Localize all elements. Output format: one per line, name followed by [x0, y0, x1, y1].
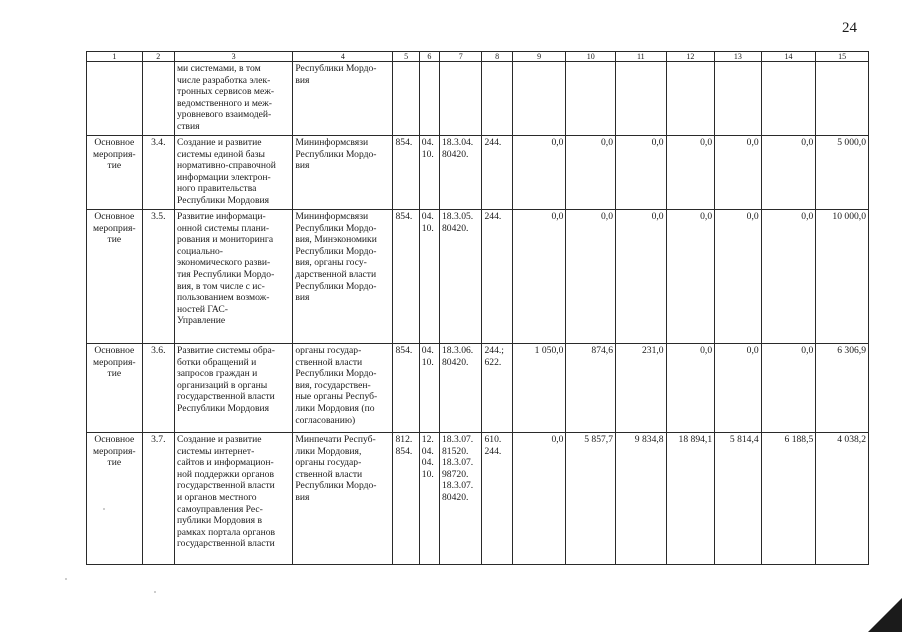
code-cell: 854.: [393, 136, 419, 210]
responsible-cell: органы государ- ственной власти Республики Мордо- вия, государствен- ные органы Респуб- лики Мордовия (по согласованию): [293, 344, 393, 433]
code-cell: 18.3.06. 80420.: [440, 344, 482, 433]
code-cell: 04. 10.: [419, 344, 439, 433]
description-cell: Развитие информаци- онной системы плани- рования и мониторинга социально- экономического разви- тия Республики Мордо- вия, в том числе с ис- пользованием возмож- ностей ГАС- Управление: [174, 210, 292, 344]
scan-speck: [65, 578, 67, 580]
table-row: [87, 344, 869, 433]
number-cell: 3.4.: [142, 136, 174, 210]
responsible-cell: Минпечати Респуб- лики Мордовия, органы государ- ственной власти Республики Мордо- вия: [293, 433, 393, 565]
code-cell: 18.3.04. 80420.: [440, 136, 482, 210]
code-cell: [393, 62, 419, 136]
header-cell: 3: [174, 52, 292, 62]
value-cell: 18 894,1: [666, 433, 715, 565]
value-cell: 0,0: [715, 344, 762, 433]
value-cell: [666, 62, 715, 136]
value-cell: 9 834,8: [616, 433, 667, 565]
header-cell: 6: [419, 52, 439, 62]
header-row: [87, 52, 869, 62]
code-cell: 12. 04. 04. 10.: [419, 433, 439, 565]
table-row: [87, 433, 869, 565]
value-cell: 1 050,0: [512, 344, 566, 433]
code-cell: 244.; 622.: [482, 344, 512, 433]
code-cell: 244.: [482, 210, 512, 344]
header-cell: 12: [666, 52, 715, 62]
value-cell: [816, 62, 869, 136]
header-cell: 15: [816, 52, 869, 62]
category-cell: Основное мероприя- тие: [87, 136, 143, 210]
value-cell: 0,0: [761, 344, 816, 433]
header-cell: 2: [142, 52, 174, 62]
header-cell: 11: [616, 52, 667, 62]
responsible-cell: Мининформсвязи Республики Мордо- вия, Минэкономики Республики Мордо- вия, органы госу- дарственной власти Республики Мордо- вия: [293, 210, 393, 344]
value-cell: 0,0: [666, 210, 715, 344]
header-cell: 1: [87, 52, 143, 62]
page-number: 24: [842, 20, 857, 36]
value-cell: 0,0: [512, 433, 566, 565]
code-cell: [482, 62, 512, 136]
value-cell: 10 000,0: [816, 210, 869, 344]
value-cell: 0,0: [761, 136, 816, 210]
value-cell: 231,0: [616, 344, 667, 433]
code-cell: 18.3.05. 80420.: [440, 210, 482, 344]
value-cell: [512, 62, 566, 136]
budget-table: [86, 51, 869, 565]
header-cell: 4: [293, 52, 393, 62]
header-cell: 9: [512, 52, 566, 62]
code-cell: 04. 10.: [419, 210, 439, 344]
value-cell: [616, 62, 667, 136]
number-cell: [142, 62, 174, 136]
code-cell: 610. 244.: [482, 433, 512, 565]
value-cell: 0,0: [512, 210, 566, 344]
value-cell: 0,0: [666, 344, 715, 433]
table-row: [87, 210, 869, 344]
header-cell: 14: [761, 52, 816, 62]
description-cell: Развитие системы обра- ботки обращений и запросов граждан и организаций в органы государственной власти Республики Мордовия: [174, 344, 292, 433]
value-cell: 0,0: [666, 136, 715, 210]
value-cell: 4 038,2: [816, 433, 869, 565]
code-cell: [419, 62, 439, 136]
value-cell: 874,6: [566, 344, 616, 433]
scan-speck: [103, 508, 105, 510]
value-cell: [715, 62, 762, 136]
value-cell: [566, 62, 616, 136]
value-cell: 6 188,5: [761, 433, 816, 565]
description-cell: Создание и развитие системы интернет- сайтов и информацион- ной поддержки органов государственной власти и органов местного самоуправления Рес- публики Мордовия в рамках портала органов государственной власти: [174, 433, 292, 565]
value-cell: 5 814,4: [715, 433, 762, 565]
value-cell: 0,0: [616, 136, 667, 210]
value-cell: 5 000,0: [816, 136, 869, 210]
code-cell: 244.: [482, 136, 512, 210]
table-row: [87, 62, 869, 136]
value-cell: 0,0: [566, 210, 616, 344]
header-cell: 10: [566, 52, 616, 62]
value-cell: 0,0: [616, 210, 667, 344]
value-cell: [761, 62, 816, 136]
header-cell: 13: [715, 52, 762, 62]
description-cell: ми системами, в том числе разработка элек- тронных сервисов меж- ведомственного и меж- уровневого взаимодей- ствия: [174, 62, 292, 136]
category-cell: Основное мероприя- тие: [87, 344, 143, 433]
category-cell: Основное мероприя- тие: [87, 210, 143, 344]
number-cell: 3.5.: [142, 210, 174, 344]
value-cell: 5 857,7: [566, 433, 616, 565]
header-cell: 5: [393, 52, 419, 62]
value-cell: 0,0: [566, 136, 616, 210]
code-cell: 18.3.07. 81520. 18.3.07. 98720. 18.3.07. 80420.: [440, 433, 482, 565]
category-cell: [87, 62, 143, 136]
description-cell: Создание и развитие системы единой базы нормативно-справочной информации электрон- ного правительства Республики Мордовия: [174, 136, 292, 210]
value-cell: 0,0: [761, 210, 816, 344]
value-cell: 6 306,9: [816, 344, 869, 433]
category-cell: Основное мероприя- тие: [87, 433, 143, 565]
code-cell: 04. 10.: [419, 136, 439, 210]
number-cell: 3.6.: [142, 344, 174, 433]
number-cell: 3.7.: [142, 433, 174, 565]
value-cell: 0,0: [512, 136, 566, 210]
header-cell: 7: [440, 52, 482, 62]
scan-speck: [154, 591, 156, 593]
code-cell: 812. 854.: [393, 433, 419, 565]
responsible-cell: Республики Мордо- вия: [293, 62, 393, 136]
header-cell: 8: [482, 52, 512, 62]
code-cell: 854.: [393, 344, 419, 433]
code-cell: 854.: [393, 210, 419, 344]
code-cell: [440, 62, 482, 136]
table-row: [87, 136, 869, 210]
responsible-cell: Мининформсвязи Республики Мордо- вия: [293, 136, 393, 210]
corner-triangle-mark: [868, 598, 902, 632]
value-cell: 0,0: [715, 210, 762, 344]
value-cell: 0,0: [715, 136, 762, 210]
